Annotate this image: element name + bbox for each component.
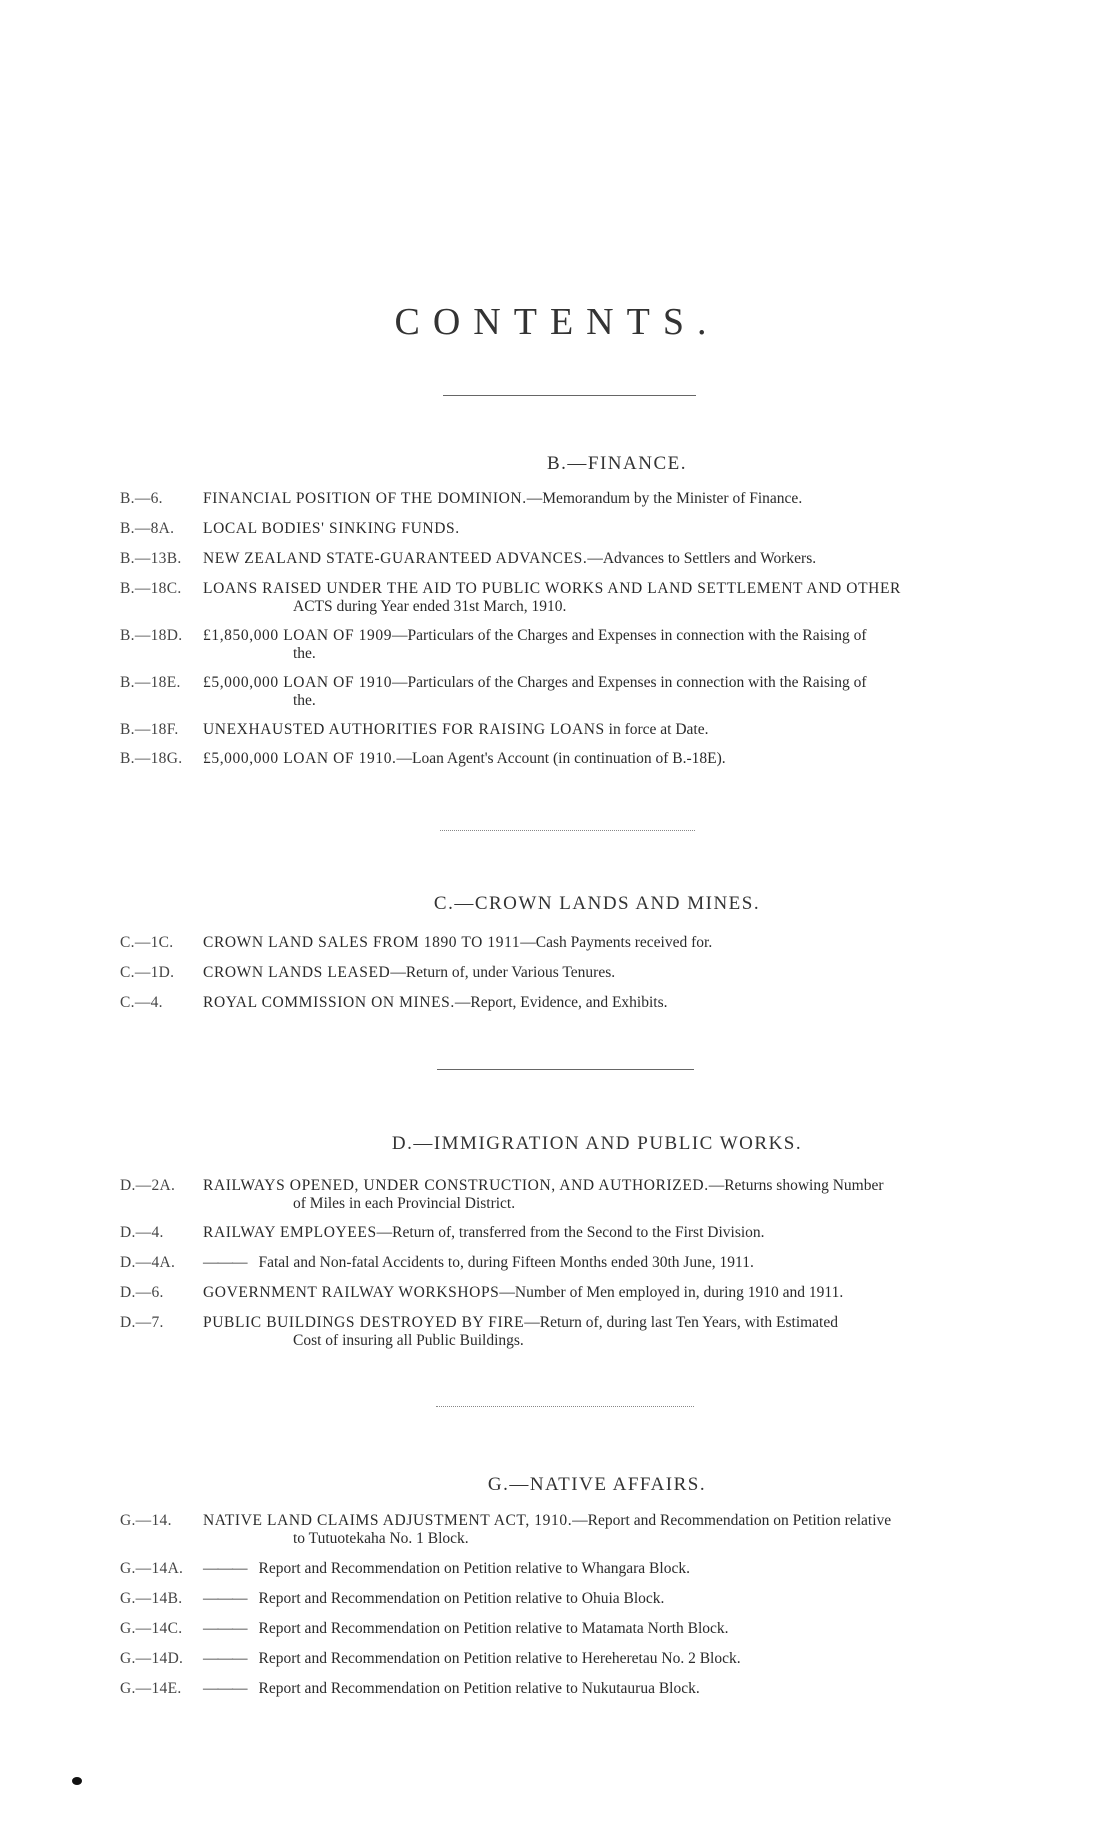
entry-detail: Report and Recommendation on Petition relative to Ohuia Block. bbox=[258, 1590, 665, 1607]
entry-reference: B.—18E. bbox=[120, 674, 181, 691]
entry-description bbox=[203, 1177, 1018, 1213]
entry-detail: in force at Date. bbox=[604, 721, 709, 738]
entry-detail: —Report, Evidence, and Exhibits. bbox=[454, 994, 668, 1011]
entry-reference: D.—4. bbox=[120, 1224, 164, 1241]
ink-mark bbox=[72, 1777, 82, 1785]
entry-description bbox=[203, 550, 1018, 568]
immigration-rule bbox=[436, 1406, 694, 1407]
entry-title: RAILWAYS OPENED, UNDER CONSTRUCTION, AND AUTHORIZED. bbox=[203, 1177, 709, 1194]
entry-detail: —Advances to Settlers and Workers. bbox=[587, 550, 817, 567]
entry-reference: B.—18D. bbox=[120, 627, 183, 644]
entry-detail: —Report and Recommendation on Petition relative bbox=[572, 1512, 892, 1529]
entry-title: £1,850,000 LOAN OF 1909 bbox=[203, 627, 393, 644]
entry-description bbox=[203, 964, 1018, 982]
entry-description bbox=[203, 750, 1018, 768]
entry-reference: C.—4. bbox=[120, 994, 163, 1011]
entry-detail: —Particulars of the Charges and Expenses in connection with the Raising of bbox=[392, 674, 867, 691]
entry-title: ——— bbox=[203, 1560, 247, 1577]
entry-reference: G.—14. bbox=[120, 1512, 172, 1529]
entry-reference: G.—14E. bbox=[120, 1680, 182, 1697]
entry-title: NEW ZEALAND STATE-GUARANTEED ADVANCES. bbox=[203, 550, 588, 567]
entry-title: RAILWAY EMPLOYEES bbox=[203, 1224, 377, 1241]
title-rule bbox=[443, 395, 696, 396]
entry-reference: D.—6. bbox=[120, 1284, 164, 1301]
entry-title: PUBLIC BUILDINGS DESTROYED BY FIRE bbox=[203, 1314, 525, 1331]
entry-detail: —Return of, during last Ten Years, with Estimated bbox=[524, 1314, 838, 1331]
entry-title: ——— bbox=[203, 1590, 247, 1607]
entry-continuation: ACTS during Year ended 31st March, 1910. bbox=[293, 598, 567, 615]
entry-title: UNEXHAUSTED AUTHORITIES FOR RAISING LOANS bbox=[203, 721, 605, 738]
finance-rule bbox=[440, 830, 695, 831]
entry-detail: —Return of, transferred from the Second to the First Division. bbox=[376, 1224, 765, 1241]
entry-reference: B.—13B. bbox=[120, 550, 182, 567]
entry-title: FINANCIAL POSITION OF THE DOMINION. bbox=[203, 490, 527, 507]
entry-description bbox=[203, 1620, 1018, 1638]
entry-title: ——— bbox=[203, 1650, 247, 1667]
entry-title: LOCAL BODIES' SINKING FUNDS. bbox=[203, 520, 460, 537]
entry-description bbox=[203, 1284, 1018, 1302]
entry-detail: —Particulars of the Charges and Expenses in connection with the Raising of bbox=[392, 627, 867, 644]
crown-rule bbox=[437, 1069, 694, 1070]
entry-title: LOANS RAISED UNDER THE AID TO PUBLIC WORKS AND LAND SETTLEMENT AND OTHER bbox=[203, 580, 901, 597]
entry-description bbox=[203, 490, 1018, 508]
entry-detail: —Return of, under Various Tenures. bbox=[390, 964, 616, 981]
entry-description bbox=[203, 1590, 1018, 1608]
entry-detail: —Returns showing Number bbox=[708, 1177, 884, 1194]
entry-title: CROWN LANDS LEASED bbox=[203, 964, 391, 981]
entry-reference: D.—7. bbox=[120, 1314, 164, 1331]
entry-title: CROWN LAND SALES FROM 1890 TO 1911 bbox=[203, 934, 521, 951]
entry-description bbox=[203, 674, 1018, 710]
section-heading-immigration: D.—IMMIGRATION AND PUBLIC WORKS. bbox=[391, 1133, 803, 1154]
entry-reference: D.—2A. bbox=[120, 1177, 176, 1194]
entry-continuation: the. bbox=[293, 645, 316, 662]
entry-reference: G.—14A. bbox=[120, 1560, 184, 1577]
entry-title: ——— bbox=[203, 1680, 247, 1697]
entry-description bbox=[203, 994, 1018, 1012]
entry-reference: G.—14C. bbox=[120, 1620, 183, 1637]
entry-description bbox=[203, 1650, 1018, 1668]
entry-reference: B.—8A. bbox=[120, 520, 175, 537]
entry-detail: —Cash Payments received for. bbox=[520, 934, 713, 951]
section-heading-finance: B.—FINANCE. bbox=[546, 453, 687, 474]
entry-title: £5,000,000 LOAN OF 1910. bbox=[203, 750, 397, 767]
entry-continuation: of Miles in each Provincial District. bbox=[293, 1195, 516, 1212]
entry-detail: Report and Recommendation on Petition relative to Hereheretau No. 2 Block. bbox=[258, 1650, 741, 1667]
entry-detail: Report and Recommendation on Petition relative to Nukutaurua Block. bbox=[258, 1680, 700, 1697]
section-heading-native: G.—NATIVE AFFAIRS. bbox=[487, 1474, 707, 1495]
entry-title: ——— bbox=[203, 1254, 247, 1271]
entry-description bbox=[203, 580, 1018, 616]
entry-reference: C.—1D. bbox=[120, 964, 175, 981]
entry-title: £5,000,000 LOAN OF 1910 bbox=[203, 674, 393, 691]
entry-reference: D.—4A. bbox=[120, 1254, 176, 1271]
entry-description bbox=[203, 721, 1018, 739]
entry-description bbox=[203, 1314, 1018, 1350]
page-title: CONTENTS. bbox=[394, 301, 720, 343]
entry-reference: C.—1C. bbox=[120, 934, 174, 951]
entry-reference: B.—18G. bbox=[120, 750, 183, 767]
entry-description bbox=[203, 520, 1018, 538]
entry-description bbox=[203, 627, 1018, 663]
entry-detail: —Number of Men employed in, during 1910 and 1911. bbox=[499, 1284, 844, 1301]
entry-continuation: to Tutuotekaha No. 1 Block. bbox=[293, 1530, 469, 1547]
entry-continuation: Cost of insuring all Public Buildings. bbox=[293, 1332, 524, 1349]
entry-reference: B.—18F. bbox=[120, 721, 179, 738]
entry-reference: B.—6. bbox=[120, 490, 163, 507]
entry-continuation: the. bbox=[293, 692, 316, 709]
entry-reference: G.—14B. bbox=[120, 1590, 183, 1607]
entry-description bbox=[203, 1560, 1018, 1578]
entry-title: ROYAL COMMISSION ON MINES. bbox=[203, 994, 455, 1011]
entry-reference: B.—18C. bbox=[120, 580, 182, 597]
entry-description bbox=[203, 1680, 1018, 1698]
entry-detail: Report and Recommendation on Petition relative to Whangara Block. bbox=[258, 1560, 690, 1577]
entry-detail: Fatal and Non-fatal Accidents to, during Fifteen Months ended 30th June, 1911. bbox=[258, 1254, 754, 1271]
entry-title: NATIVE LAND CLAIMS ADJUSTMENT ACT, 1910. bbox=[203, 1512, 573, 1529]
section-heading-crown: C.—CROWN LANDS AND MINES. bbox=[433, 893, 761, 914]
entry-title: GOVERNMENT RAILWAY WORKSHOPS bbox=[203, 1284, 500, 1301]
entry-detail: Report and Recommendation on Petition relative to Matamata North Block. bbox=[258, 1620, 729, 1637]
entry-detail: —Loan Agent's Account (in continuation of B.-18E). bbox=[396, 750, 726, 767]
entry-detail: —Memorandum by the Minister of Finance. bbox=[526, 490, 803, 507]
entry-description bbox=[203, 1512, 1018, 1548]
entry-reference: G.—14D. bbox=[120, 1650, 184, 1667]
entry-description bbox=[203, 1224, 1018, 1242]
entry-description bbox=[203, 1254, 1018, 1272]
entry-title: ——— bbox=[203, 1620, 247, 1637]
entry-description bbox=[203, 934, 1018, 952]
